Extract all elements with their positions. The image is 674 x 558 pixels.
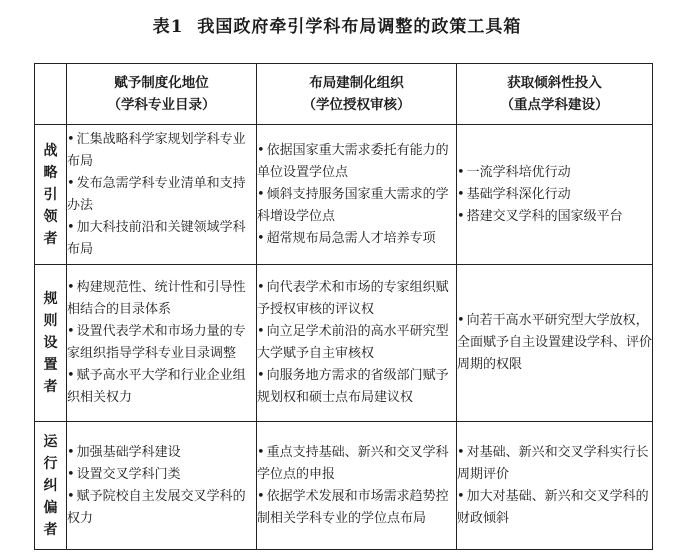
row-header-char: 者 <box>43 521 58 538</box>
list-item: • 一流学科培优行动 <box>457 162 652 184</box>
list-item: • 向代表学术和市场的专家组织赋予授权审核的评议权 <box>257 277 456 321</box>
column-header <box>257 64 457 125</box>
table-cell <box>257 125 457 265</box>
column-header <box>67 64 257 125</box>
table-cell <box>257 422 457 550</box>
row-header <box>35 125 67 265</box>
table-cell <box>67 265 257 422</box>
row-header-char: 运 <box>43 433 58 450</box>
table-caption <box>0 12 674 37</box>
list-item: • 倾斜支持服务国家重大需求的学科增设学位点 <box>257 184 456 228</box>
list-item: • 加大对基础、新兴和交叉学科的财政倾斜 <box>457 486 652 530</box>
table-cell <box>457 265 653 422</box>
list-item: • 赋予院校自主发展交叉学科的权力 <box>67 486 256 530</box>
row-header-char: 偏 <box>43 499 58 516</box>
column-header-line2: （学位授权审核） <box>302 97 411 113</box>
table-number: 表1 <box>152 17 184 37</box>
corner-cell <box>35 64 67 125</box>
column-header-line2: （重点学科建设） <box>500 97 609 113</box>
list-item: • 超常规布局急需人才培养专项 <box>257 228 456 250</box>
row-header-char: 置 <box>43 357 58 373</box>
table-row <box>35 265 653 422</box>
row-header-char: 领 <box>43 208 58 225</box>
row-header-char: 者 <box>43 230 58 247</box>
table-cell <box>257 265 457 422</box>
list-item: • 设置代表学术和市场力量的专家组织指导学科专业目录调整 <box>67 321 256 365</box>
row-header-char: 规 <box>43 291 58 307</box>
list-item: • 设置交叉学科门类 <box>67 464 256 486</box>
row-header-char: 设 <box>43 335 58 351</box>
row-header-char: 行 <box>43 455 58 472</box>
list-item: • 加大科技前沿和关键领域学科布局 <box>67 217 256 261</box>
list-item: • 向服务地方需求的省级部门赋予规划权和硕士点布局建议权 <box>257 365 456 409</box>
list-item: • 向若干高水平研究型大学放权，全面赋予自主设置建设学科、评价周期的权限 <box>457 310 652 376</box>
policy-toolbox-table <box>34 63 653 550</box>
table-row <box>35 125 653 265</box>
header-row <box>35 64 653 125</box>
column-header-line1: 获取倾斜性投入 <box>507 75 602 91</box>
list-item: • 依据国家重大需求委托有能力的单位设置学位点 <box>257 140 456 184</box>
table-cell <box>67 125 257 265</box>
table-cell <box>457 422 653 550</box>
column-header-line2: （学科专业目录） <box>107 97 216 113</box>
list-item: • 重点支持基础、新兴和交叉学科学位点的申报 <box>257 442 456 486</box>
row-header-char: 战 <box>43 142 58 159</box>
row-header-char: 则 <box>43 313 58 329</box>
row-header-char: 纠 <box>43 477 58 494</box>
list-item: • 赋予高水平大学和行业企业组织相关权力 <box>67 365 256 409</box>
row-header-char: 者 <box>43 379 58 395</box>
column-header <box>457 64 653 125</box>
list-item: • 构建规范性、统计性和引导性相结合的目录体系 <box>67 277 256 321</box>
table-row <box>35 422 653 550</box>
column-header-line1: 布局建制化组织 <box>309 75 404 91</box>
list-item: • 向立足学术前沿的高水平研究型大学赋予自主审核权 <box>257 321 456 365</box>
table-cell <box>457 125 653 265</box>
table-cell <box>67 422 257 550</box>
column-header-line1: 赋予制度化地位 <box>114 75 209 91</box>
row-header-char: 引 <box>43 186 58 203</box>
row-header <box>35 265 67 422</box>
list-item: • 汇集战略科学家规划学科专业布局 <box>67 129 256 173</box>
row-header <box>35 422 67 550</box>
list-item: • 搭建交叉学科的国家级平台 <box>457 206 652 228</box>
list-item: • 对基础、新兴和交叉学科实行长周期评价 <box>457 442 652 486</box>
list-item: • 依据学术发展和市场需求趋势控制相关学科专业的学位点布局 <box>257 486 456 530</box>
table-title: 我国政府牵引学科布局调整的政策工具箱 <box>197 17 522 37</box>
list-item: • 加强基础学科建设 <box>67 442 256 464</box>
list-item: • 发布急需学科专业清单和支持办法 <box>67 173 256 217</box>
list-item: • 基础学科深化行动 <box>457 184 652 206</box>
row-header-char: 略 <box>43 164 58 181</box>
